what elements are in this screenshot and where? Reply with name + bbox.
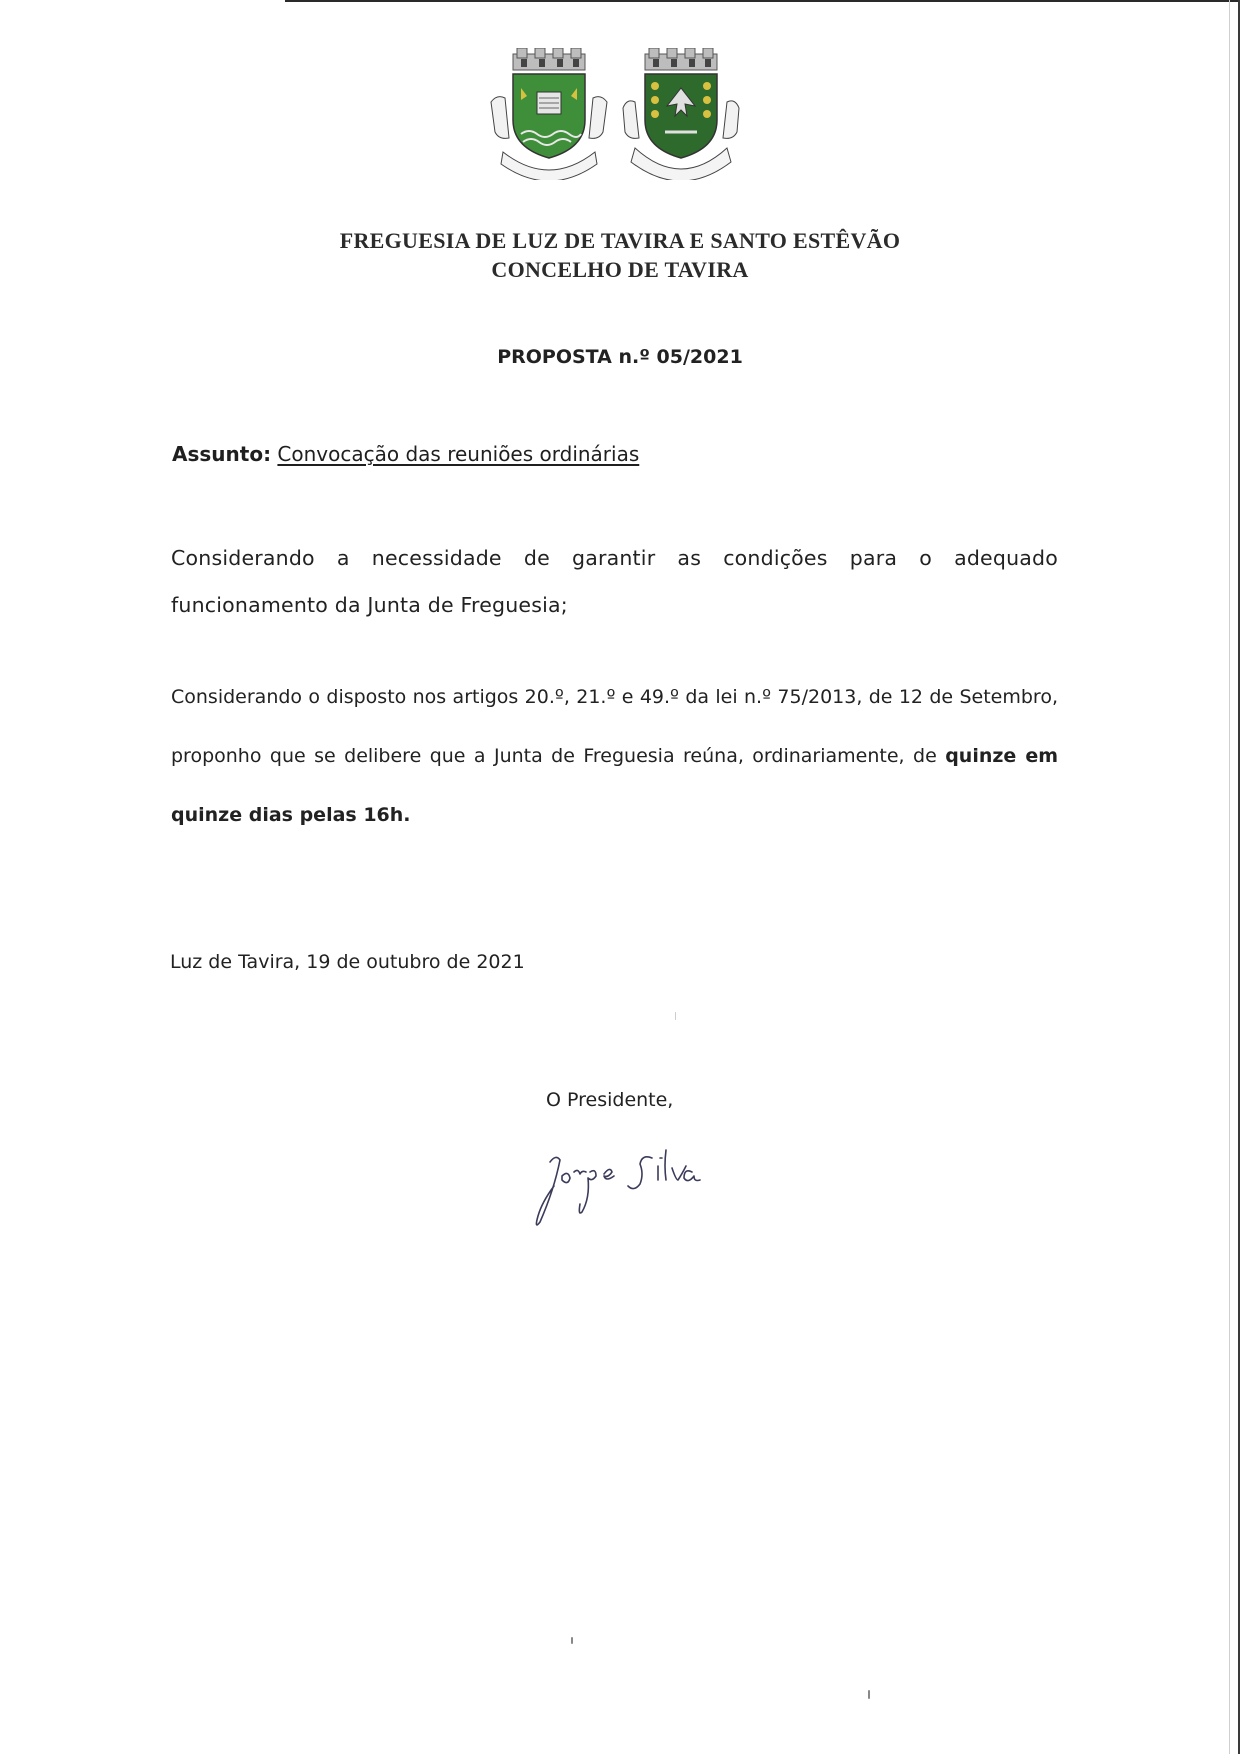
signatory-title: O Presidente,	[546, 1089, 674, 1111]
santo-estevao-crest-icon	[617, 48, 745, 180]
paragraph-2-text: Considerando o disposto nos artigos 20.º, 21.º e 49.º da lei n.º 75/2013, de 12 de Setembro, proponho que se delibere que a Junta de Freguesia reúna, ordinariamente, de	[171, 686, 1058, 767]
paragraph-2-bold: quinze em quinze dias pelas 16h.	[171, 745, 1058, 826]
paragraph-2	[171, 668, 1058, 845]
subject-value: Convocação das reuniões ordinárias	[277, 442, 640, 466]
paragraph-1: Considerando a necessidade de garantir as condições para o adequado funcionamento da Junta de Freguesia;	[171, 546, 1058, 617]
subject-line	[172, 442, 639, 466]
coats-of-arms	[485, 48, 745, 180]
scan-speck	[571, 1637, 573, 1644]
subject-label: Assunto:	[172, 442, 272, 466]
scan-speck	[675, 1012, 676, 1020]
proposal-title: PROPOSTA n.º 05/2021	[497, 346, 743, 368]
place-date: Luz de Tavira, 19 de outubro de 2021	[170, 951, 525, 973]
luz-tavira-crest-icon	[485, 48, 613, 180]
parish-name: FREGUESIA DE LUZ DE TAVIRA E SANTO ESTÊVÃO	[339, 228, 901, 253]
municipality-name: CONCELHO DE TAVIRA	[491, 257, 749, 282]
scan-edge-top	[285, 0, 1240, 2]
scan-speck	[868, 1690, 870, 1699]
handwritten-signature	[510, 1142, 750, 1232]
